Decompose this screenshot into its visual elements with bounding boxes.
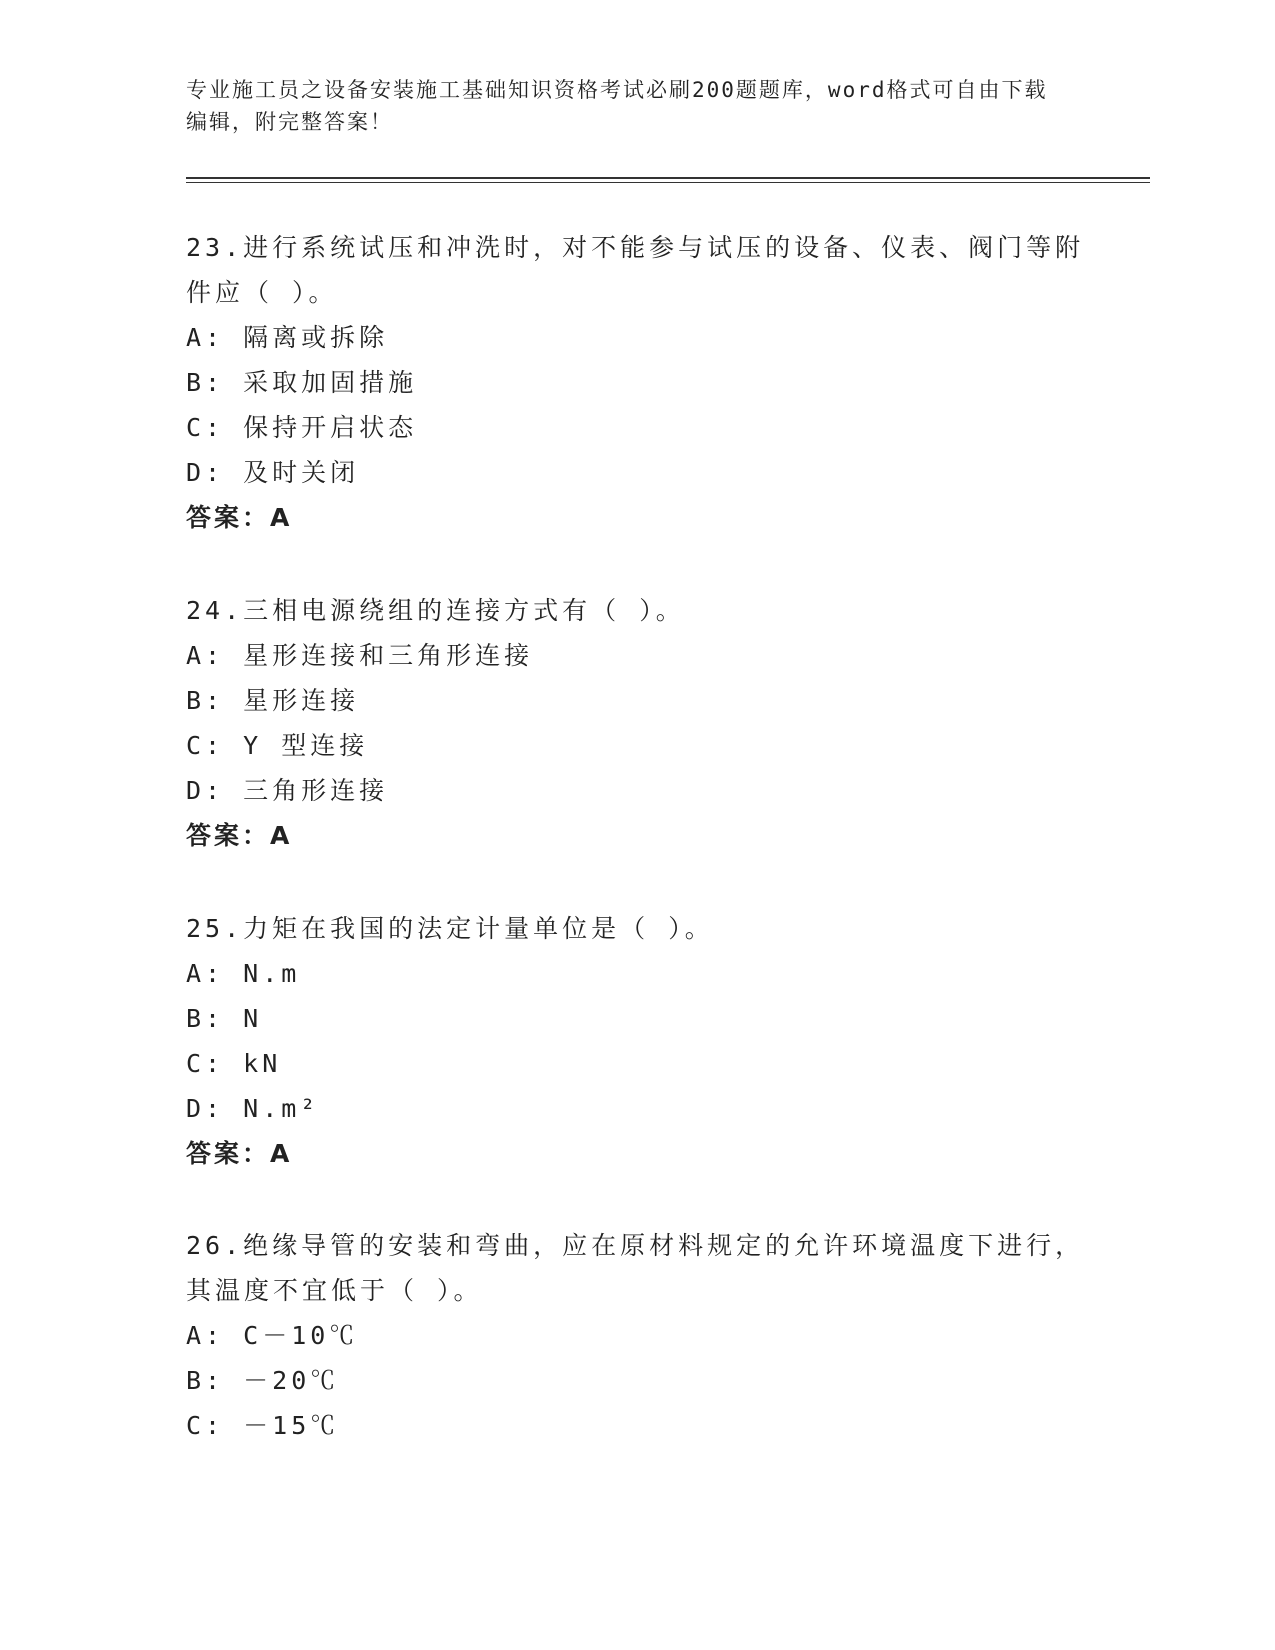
- question-23: [186, 225, 1106, 540]
- question-24: [186, 588, 1106, 858]
- question-stem: 26.绝缘导管的安装和弯曲，应在原材料规定的允许环境温度下进行，其温度不宜低于（ ）。: [186, 1231, 1085, 1305]
- answer: 答案：A: [186, 1139, 293, 1168]
- option-a: A: N.m: [186, 959, 301, 988]
- option-d: D: N.m²: [186, 1094, 320, 1123]
- option-c: C: kN: [186, 1049, 282, 1078]
- option-c: C: Y 型连接: [186, 731, 369, 760]
- question-stem: 24.三相电源绕组的连接方式有（ ）。: [186, 596, 685, 625]
- option-c: C: 保持开启状态: [186, 413, 418, 442]
- option-b: B: 星形连接: [186, 686, 360, 715]
- option-a: A: 星形连接和三角形连接: [186, 641, 534, 670]
- option-d: D: 及时关闭: [186, 458, 360, 487]
- option-b: B: －20℃: [186, 1366, 340, 1395]
- option-b: B: N: [186, 1004, 263, 1033]
- answer: 答案：A: [186, 821, 293, 850]
- document-header: 专业施工员之设备安装施工基础知识资格考试必刷200题题库，word格式可自由下载编辑，附完整答案！: [186, 78, 1048, 134]
- header-divider-thin: [186, 182, 1150, 183]
- option-a: A: 隔离或拆除: [186, 323, 389, 352]
- question-26: [186, 1223, 1106, 1448]
- option-d: D: 三角形连接: [186, 776, 389, 805]
- question-25: [186, 906, 1106, 1176]
- option-c: C: －15℃: [186, 1411, 340, 1440]
- option-a: A: C－10℃: [186, 1321, 359, 1350]
- header-divider-thick: [186, 177, 1150, 179]
- answer: 答案：A: [186, 503, 293, 532]
- option-b: B: 采取加固措施: [186, 368, 418, 397]
- question-stem: 25.力矩在我国的法定计量单位是（ ）。: [186, 914, 714, 943]
- question-stem: 23.进行系统试压和冲洗时，对不能参与试压的设备、仪表、阀门等附件应（ ）。: [186, 233, 1085, 307]
